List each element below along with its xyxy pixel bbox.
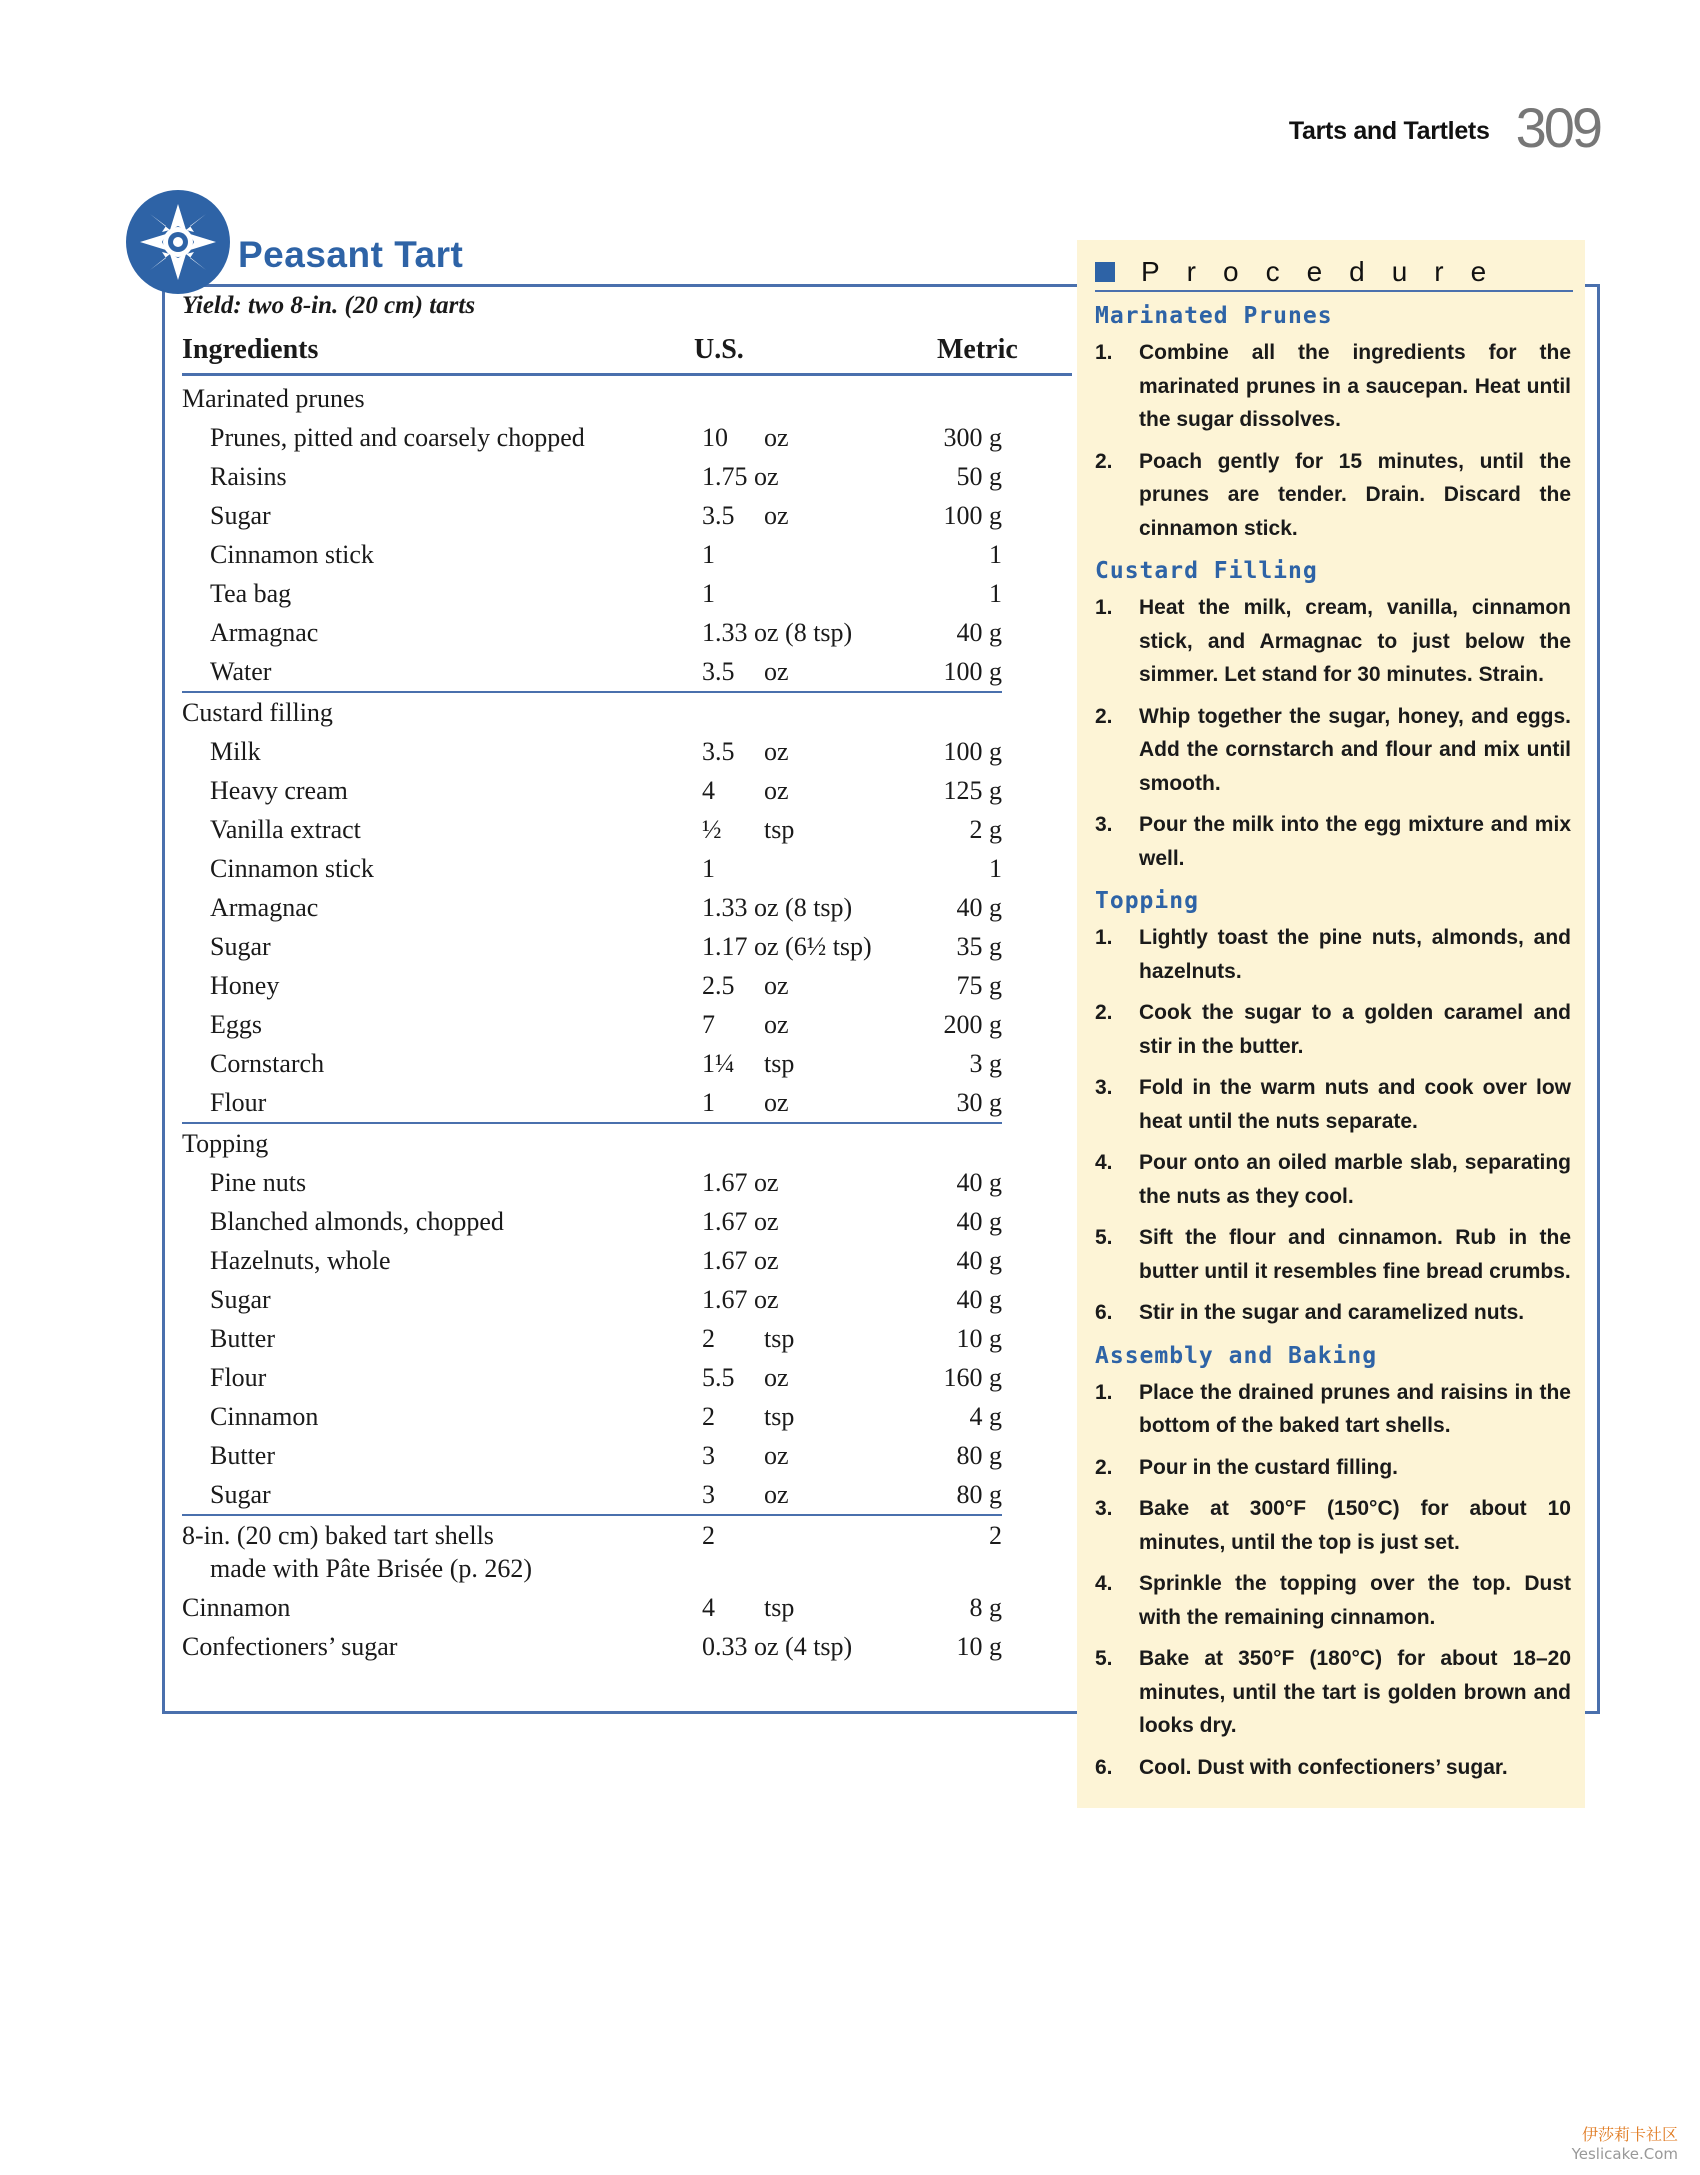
us-unit: oz (764, 1363, 789, 1392)
procedure-step (1095, 996, 1571, 1063)
ingredient-row (182, 1005, 1002, 1044)
ingredient-name: Prunes, pitted and coarsely chopped (210, 423, 585, 452)
metric-quantity: 8 g (969, 1593, 1002, 1622)
us-quantity: 1.67 oz (702, 1285, 779, 1314)
ingredient-group-row (182, 1588, 1002, 1627)
metric-quantity: 40 g (956, 1246, 1002, 1275)
step-text: Stir in the sugar and caramelized nuts. (1139, 1301, 1525, 1324)
us-unit: oz (764, 1441, 789, 1470)
procedure-section-title: Marinated Prunes (1095, 303, 1333, 329)
ingredient-name: Cinnamon (182, 1593, 291, 1622)
us-quantity: 3.5 (702, 737, 735, 766)
metric-quantity: 300 g (943, 423, 1002, 452)
us-quantity: ½ (702, 815, 722, 844)
recipe-yield: Yield: two 8-in. (20 cm) tarts (182, 292, 476, 319)
ingredients-header: Ingredients (182, 334, 319, 365)
ingredient-name: Pine nuts (210, 1168, 307, 1197)
metric-quantity: 100 g (943, 737, 1002, 766)
ingredient-row (182, 457, 1002, 496)
ingredient-name: Heavy cream (210, 776, 348, 805)
us-quantity: 3.5 (702, 501, 735, 530)
ingredient-name: Blanched almonds, chopped (210, 1207, 504, 1236)
step-text: Whip together the sugar, honey, and eggs. Add the cornstarch and flour and mix until smooth. (1139, 704, 1571, 795)
us-quantity: 2 (702, 1324, 715, 1353)
step-number: 3. (1095, 1076, 1113, 1099)
ingredient-name: Cornstarch (210, 1049, 325, 1078)
step-number: 4. (1095, 1572, 1113, 1595)
ingredient-name: Honey (210, 971, 280, 1000)
metric-quantity: 1 (989, 579, 1002, 608)
procedure-step (1095, 1451, 1571, 1485)
step-text: Pour in the custard filling. (1139, 1455, 1399, 1479)
us-quantity: 1 (702, 540, 715, 569)
ingredient-row (182, 1475, 1002, 1516)
ingredient-group-row (182, 693, 1002, 732)
us-quantity: 1¼ (702, 1049, 735, 1078)
ingredient-name: Hazelnuts, whole (210, 1246, 391, 1275)
step-text: Sift the flour and cinnamon. Rub in the butter until it resembles fine bread crumbs. (1139, 1226, 1571, 1283)
ingredient-row (182, 1044, 1002, 1083)
ingredient-name: Sugar (210, 1285, 271, 1314)
us-unit: tsp (764, 815, 795, 844)
procedure-step (1095, 1221, 1571, 1288)
watermark-cn: 伊莎莉卡社区 (1581, 2125, 1678, 2144)
us-quantity: 1.75 oz (702, 462, 779, 491)
step-number: 2. (1095, 1001, 1113, 1024)
procedure-panel (1077, 240, 1585, 1808)
procedure-step (1095, 1642, 1571, 1743)
ingredient-name: Flour (210, 1363, 267, 1392)
procedure-step (1095, 1492, 1571, 1559)
step-number: 3. (1095, 813, 1113, 836)
ingredient-name: Armagnac (210, 618, 319, 647)
square-bullet-icon (1095, 262, 1115, 282)
step-text: Sprinkle the topping over the top. Dust with the remaining cinnamon. (1139, 1572, 1571, 1629)
us-quantity: 3 (702, 1441, 715, 1470)
metric-quantity: 10 g (956, 1324, 1002, 1353)
ingredient-row (182, 732, 1002, 771)
procedure-step (1095, 1071, 1571, 1138)
metric-quantity: 40 g (956, 618, 1002, 647)
metric-quantity: 40 g (956, 1168, 1002, 1197)
us-quantity: 1.67 oz (702, 1207, 779, 1236)
metric-quantity: 2 g (969, 815, 1002, 844)
procedure-step (1095, 808, 1571, 875)
ingredient-name: Butter (210, 1324, 275, 1353)
step-text: Pour the milk into the egg mixture and mix well. (1139, 813, 1571, 870)
step-text: Poach gently for 15 minutes, until the prunes are tender. Drain. Discard the cinnamon stick. (1139, 449, 1571, 540)
procedure-step (1095, 445, 1571, 546)
ingredient-name: Cinnamon stick (210, 854, 374, 883)
ingredient-group-row (182, 1124, 1002, 1163)
ingredient-name: Eggs (210, 1010, 262, 1039)
ingredient-row (182, 849, 1002, 888)
ingredient-row (182, 810, 1002, 849)
us-quantity: 1.67 oz (702, 1168, 779, 1197)
us-unit: tsp (764, 1402, 795, 1431)
ingredient-name: Raisins (210, 462, 287, 491)
step-text: Heat the milk, cream, vanilla, cinnamon stick, and Armagnac to just below the simmer. Let stand for 30 minutes. Strain. (1139, 596, 1571, 686)
us-quantity: 2 (702, 1521, 715, 1550)
us-quantity: 1 (702, 579, 715, 608)
ingredient-name: Flour (210, 1088, 267, 1117)
metric-quantity: 1 (989, 854, 1002, 883)
ingredient-row (182, 927, 1002, 966)
procedure-step (1095, 1146, 1571, 1213)
page-number: 309 (1515, 96, 1600, 159)
us-quantity: 2 (702, 1402, 715, 1431)
ingredient-row (182, 1241, 1002, 1280)
step-text: Combine all the ingredients for the marinated prunes in a saucepan. Heat until the sugar dissolves. (1139, 341, 1571, 431)
metric-quantity: 10 g (956, 1632, 1002, 1661)
metric-quantity: 80 g (956, 1441, 1002, 1470)
step-text: Place the drained prunes and raisins in the bottom of the baked tart shells. (1139, 1380, 1571, 1437)
procedure-heading (1095, 256, 1573, 292)
procedure-title: Procedure (1141, 256, 1514, 287)
us-quantity: 3.5 (702, 657, 735, 686)
ingredient-name: Custard filling (182, 698, 333, 727)
step-number: 2. (1095, 1455, 1113, 1479)
us-unit: oz (764, 971, 789, 1000)
step-text: Cool. Dust with confectioners’ sugar. (1139, 1755, 1508, 1779)
ingredient-name: 8-in. (20 cm) baked tart shells (182, 1521, 494, 1550)
ingredient-name: Cinnamon stick (210, 540, 374, 569)
ingredient-row (182, 535, 1002, 574)
metric-quantity: 40 g (956, 1207, 1002, 1236)
step-number: 1. (1095, 926, 1113, 949)
metric-quantity: 75 g (956, 971, 1002, 1000)
us-unit: oz (764, 1480, 789, 1509)
metric-quantity: 3 g (969, 1049, 1002, 1078)
metric-header: Metric (937, 334, 1018, 365)
us-quantity: 4 (702, 1593, 715, 1622)
us-quantity: 3 (702, 1480, 715, 1509)
us-quantity: 10 (702, 423, 728, 452)
us-unit: oz (764, 657, 789, 686)
ingredient-row (182, 496, 1002, 535)
us-quantity: 7 (702, 1010, 715, 1039)
step-text: Fold in the warm nuts and cook over low heat until the nuts separate. (1139, 1076, 1571, 1133)
ingredient-row (182, 574, 1002, 613)
metric-quantity: 160 g (943, 1363, 1002, 1392)
us-unit: oz (764, 737, 789, 766)
us-unit: tsp (764, 1593, 795, 1622)
metric-quantity: 1 (989, 540, 1002, 569)
metric-quantity: 125 g (943, 776, 1002, 805)
step-number: 3. (1095, 1497, 1113, 1520)
ingredient-name: Sugar (210, 1480, 271, 1509)
ingredient-row (182, 1397, 1002, 1436)
procedure-step (1095, 1567, 1571, 1634)
procedure-section-title: Assembly and Baking (1095, 1342, 1378, 1369)
ingredient-name: Water (210, 657, 272, 686)
step-number: 6. (1095, 1755, 1113, 1779)
us-unit: tsp (764, 1324, 795, 1353)
watermark-en: Yeslicake.Com (1571, 2145, 1678, 2163)
us-quantity: 1 (702, 1088, 715, 1117)
us-quantity: 1.67 oz (702, 1246, 779, 1275)
step-number: 1. (1095, 1380, 1113, 1404)
us-unit: oz (764, 423, 789, 452)
step-text: Cook the sugar to a golden caramel and stir in the butter. (1139, 1001, 1571, 1058)
procedure-step (1095, 1376, 1571, 1443)
step-number: 6. (1095, 1301, 1113, 1324)
us-unit: oz (764, 1010, 789, 1039)
us-quantity: 5.5 (702, 1363, 735, 1392)
procedure-step (1095, 336, 1571, 437)
ingredient-row (182, 418, 1002, 457)
procedure-step (1095, 1296, 1571, 1330)
step-number: 1. (1095, 341, 1113, 364)
ingredient-row (182, 1358, 1002, 1397)
step-text: Pour onto an oiled marble slab, separating the nuts as they cool. (1139, 1151, 1571, 1208)
ingredient-row (182, 1280, 1002, 1319)
ingredient-row (182, 1319, 1002, 1358)
ingredient-name: Marinated prunes (182, 384, 365, 413)
ingredient-name: Cinnamon (210, 1402, 319, 1431)
ingredient-name: Sugar (210, 501, 271, 530)
procedure-section-title: Topping (1095, 888, 1199, 914)
ingredient-name: Sugar (210, 932, 271, 961)
ingredient-name: Topping (182, 1129, 269, 1158)
us-quantity: 4 (702, 776, 715, 805)
us-quantity: 1.33 oz (8 tsp) (702, 618, 853, 647)
us-quantity: 0.33 oz (4 tsp) (702, 1632, 853, 1661)
procedure-step (1095, 921, 1571, 988)
ingredient-name: Butter (210, 1441, 275, 1470)
metric-quantity: 40 g (956, 893, 1002, 922)
us-quantity: 1.33 oz (8 tsp) (702, 893, 853, 922)
us-quantity: 1 (702, 854, 715, 883)
step-text: Lightly toast the pine nuts, almonds, and hazelnuts. (1139, 926, 1571, 983)
ingredient-row (182, 1202, 1002, 1241)
step-number: 5. (1095, 1647, 1113, 1670)
ingredient-row (182, 1436, 1002, 1475)
procedure-section-title: Custard Filling (1095, 558, 1318, 584)
us-unit: oz (764, 776, 789, 805)
us-header: U.S. (694, 334, 744, 365)
cordon-bleu-logo-icon (126, 190, 230, 294)
ingredient-row (182, 888, 1002, 927)
us-unit: oz (764, 501, 789, 530)
metric-quantity: 35 g (956, 932, 1002, 961)
metric-quantity: 30 g (956, 1088, 1002, 1117)
step-number: 5. (1095, 1226, 1113, 1249)
metric-quantity: 4 g (969, 1402, 1002, 1431)
step-number: 4. (1095, 1151, 1113, 1174)
us-unit: oz (764, 1088, 789, 1117)
procedure-step (1095, 591, 1571, 692)
ingredient-name: Tea bag (210, 579, 292, 608)
metric-quantity: 80 g (956, 1480, 1002, 1509)
us-unit: tsp (764, 1049, 795, 1078)
ingredient-row (182, 966, 1002, 1005)
us-quantity: 1.17 oz (6½ tsp) (702, 932, 872, 961)
ingredient-group-row (182, 379, 1002, 418)
header-rule (182, 373, 1072, 376)
step-text: Bake at 300°F (150°C) for about 10 minutes, until the top is just set. (1139, 1497, 1571, 1554)
metric-quantity: 100 g (943, 501, 1002, 530)
step-number: 2. (1095, 449, 1113, 473)
ingredient-name: Vanilla extract (210, 815, 361, 844)
step-number: 1. (1095, 596, 1113, 619)
ingredient-name-continued: made with Pâte Brisée (p. 262) (210, 1554, 533, 1583)
ingredient-group-row (182, 1516, 1002, 1588)
running-head (1288, 96, 1600, 159)
step-number: 2. (1095, 704, 1113, 728)
us-quantity: 2.5 (702, 971, 735, 1000)
ingredient-list (182, 379, 1002, 1666)
ingredient-name: Armagnac (210, 893, 319, 922)
procedure-step (1095, 1751, 1571, 1785)
metric-quantity: 40 g (956, 1285, 1002, 1314)
section-title: Tarts and Tartlets (1288, 117, 1490, 145)
watermark (1572, 2122, 1678, 2163)
ingredient-name: Milk (210, 737, 261, 766)
ingredient-group-row (182, 1627, 1002, 1666)
step-text: Bake at 350°F (180°C) for about 18–20 minutes, until the tart is golden brown and looks dry. (1139, 1647, 1571, 1737)
metric-quantity: 100 g (943, 657, 1002, 686)
ingredient-name: Confectioners’ sugar (182, 1632, 398, 1661)
metric-quantity: 50 g (956, 462, 1002, 491)
metric-quantity: 200 g (943, 1010, 1002, 1039)
ingredient-row (182, 613, 1002, 652)
procedure-body (1095, 300, 1571, 1792)
procedure-step (1095, 700, 1571, 801)
recipe-title: Peasant Tart (238, 234, 464, 275)
ingredient-row (182, 652, 1002, 693)
ingredient-row (182, 771, 1002, 810)
ingredient-row (182, 1083, 1002, 1124)
metric-quantity: 2 (989, 1521, 1002, 1550)
ingredient-row (182, 1163, 1002, 1202)
